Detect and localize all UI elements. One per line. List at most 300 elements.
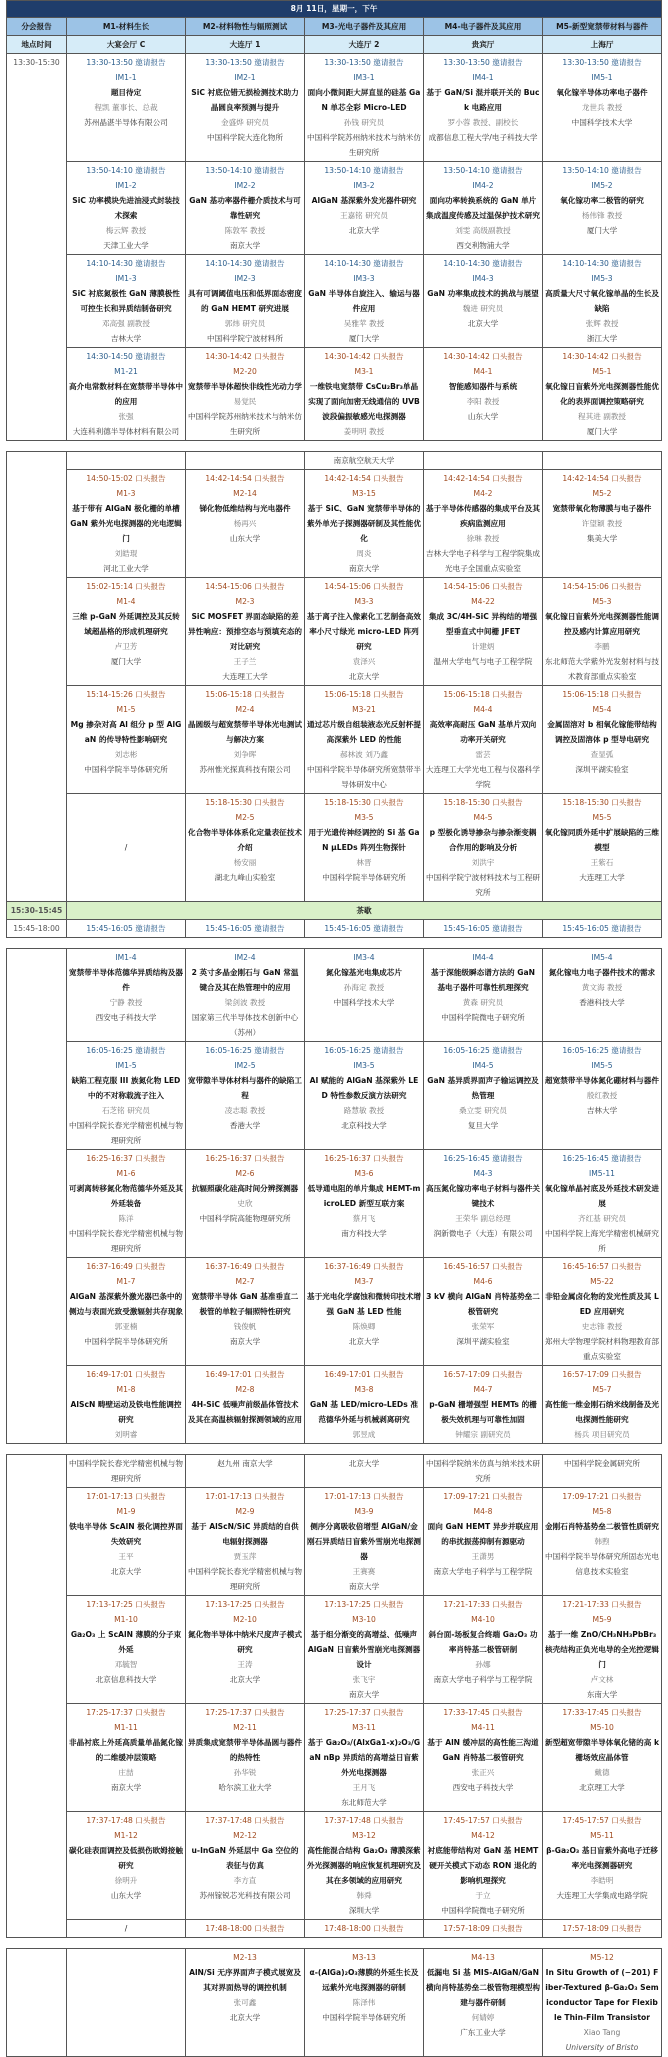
session-time-slot: 17:45-17:57 口头报告 bbox=[443, 1816, 523, 1825]
talk-title: 高压氮化镓功率电子材料与器件关键技术 bbox=[426, 1184, 540, 1208]
speaker-affiliation: 中国科学院宁波材料所 bbox=[207, 334, 283, 343]
speaker-name: 罗小蓉 教授、副校长 bbox=[447, 118, 519, 127]
speaker-name: 王月飞 bbox=[352, 1783, 376, 1792]
talk-code: IM2-2 bbox=[234, 181, 256, 190]
session-time-slot: 16:49-17:01 口头报告 bbox=[324, 1370, 404, 1379]
speaker-affiliation: 中国科学院苏州纳米技术与纳米仿生研究所 bbox=[307, 133, 421, 157]
talk-cell bbox=[543, 1488, 662, 1596]
talk-title: 基于 AlScN/SiC 异质结的自供电辐射探测器 bbox=[191, 1522, 299, 1546]
session-time-slot: 17:57-18:09 口头报告 bbox=[443, 1924, 523, 1933]
talk-code: M1-9 bbox=[116, 1507, 136, 1516]
talk-code: M1-10 bbox=[114, 1615, 138, 1624]
speaker-affiliation: 山东大学 bbox=[110, 1891, 142, 1900]
talk-title: SiC 功率模块先进油浸式封装技术探索 bbox=[72, 196, 180, 220]
talk-code: M4-8 bbox=[473, 1507, 493, 1516]
day-title: 8月 11日，星期一，下午 bbox=[7, 1, 662, 18]
talk-code: IM4-3 bbox=[472, 274, 494, 283]
talk-cell bbox=[305, 348, 424, 441]
session-time-slot: 14:10-14:30 邀请报告 bbox=[205, 259, 285, 268]
talk-cell bbox=[186, 470, 305, 578]
time-block-cell bbox=[7, 949, 67, 1444]
talk-cell bbox=[67, 255, 186, 348]
session-time-slot: 14:30-14:42 口头报告 bbox=[205, 352, 285, 361]
speaker-affiliation: 苏州镓锐芯光科技有限公司 bbox=[199, 1891, 291, 1900]
talk-code: IM4-1 bbox=[472, 73, 494, 82]
talk-title: 非晶衬底上外延高质量单晶氮化镓的二维缓冲层策略 bbox=[69, 1738, 183, 1762]
speaker-name: 王紫石 bbox=[590, 858, 614, 867]
speaker-affiliation: 北京理工大学 bbox=[579, 1783, 625, 1792]
speaker-affiliation: 南京大学电子科学与工程学院 bbox=[433, 1675, 533, 1684]
talk-title: 具有可调阈值电压和低界面态密度的 GaN HEMT 研究进展 bbox=[188, 289, 302, 313]
room-4: 贵宾厅 bbox=[424, 36, 543, 54]
speaker-name: 卢卫芳 bbox=[114, 642, 138, 651]
speaker-name: 张辉 教授 bbox=[585, 319, 619, 328]
talk-cell bbox=[186, 794, 305, 902]
session-3-name: M3-光电子器件及其应用 bbox=[305, 18, 424, 36]
talk-cell bbox=[543, 348, 662, 441]
talk-code: M4-13 bbox=[471, 1953, 495, 1962]
talk-cell bbox=[543, 1366, 662, 1444]
talk-title: 碳化硅表面调控及低损伤欧姆接触研究 bbox=[69, 1846, 183, 1870]
talk-cell bbox=[67, 1488, 186, 1596]
session-time-slot: 15:02-15:14 口头报告 bbox=[86, 582, 166, 591]
talk-title: AlScN 畴壁运动及铁电性能调控研究 bbox=[70, 1400, 182, 1424]
speaker-affiliation: 广东工业大学 bbox=[460, 2028, 506, 2037]
talk-code: IM1-3 bbox=[115, 274, 137, 283]
carryover-text: 中国科学院长春光学精密机械与物理研究所 bbox=[67, 1455, 186, 1488]
speaker-name: Xiao Tang bbox=[583, 2028, 621, 2037]
session-time-slot: 17:13-17:25 口头报告 bbox=[324, 1600, 404, 1609]
speaker-affiliation: 大连理工大学光电工程与仪器科学学院 bbox=[426, 765, 540, 789]
speaker-affiliation: 河北工业大学 bbox=[103, 564, 149, 573]
speaker-affiliation: 北京大学 bbox=[110, 1567, 142, 1576]
talk-title: 氧化镓日盲紫外光电探测器性能调控及感内计算应用研究 bbox=[545, 612, 659, 636]
talk-title: 高介电常数材料在宽禁带半导体中的应用 bbox=[69, 382, 183, 406]
talk-title: 宽禁带半导体 GaN 基准垂直二极管的单粒子辐照特性研究 bbox=[191, 1292, 299, 1316]
talk-title: 铁电半导体 ScAlN 极化调控界面失效研究 bbox=[69, 1522, 183, 1546]
talk-code: M4-1 bbox=[473, 367, 493, 376]
talk-cell bbox=[186, 1488, 305, 1596]
schedule-page-1 bbox=[6, 0, 662, 441]
talk-code: M3-12 bbox=[352, 1831, 376, 1840]
session-time-slot: 16:25-16:45 邀请报告 bbox=[562, 1154, 642, 1163]
talk-cell bbox=[543, 162, 662, 255]
speaker-name: 王子兰 bbox=[233, 657, 257, 666]
talk-title: 低导通电阻的单片集成 HEMT-microLED 新型互联方案 bbox=[307, 1184, 421, 1208]
speaker-name: 贾玉萍 bbox=[233, 1552, 257, 1561]
speaker-name: 蔡月飞 bbox=[352, 1214, 376, 1223]
talk-code: M5-9 bbox=[592, 1615, 612, 1624]
talk-code: M2-3 bbox=[235, 597, 255, 606]
speaker-name: 王平 bbox=[118, 1552, 134, 1561]
schedule-row bbox=[7, 255, 662, 348]
speaker-name: 王赛赛 bbox=[352, 1567, 376, 1576]
talk-cell bbox=[424, 162, 543, 255]
talk-title: 2 英寸多晶金刚石与 GaN 常温键合及其在热管理中的应用 bbox=[191, 968, 299, 992]
speaker-affiliation: 厦门大学 bbox=[586, 226, 618, 235]
carryover-text: 中国科学院金属研究所 bbox=[543, 1455, 662, 1488]
speaker-affiliation: 郑州大学物理学院材料物理教育部重点实验室 bbox=[545, 1337, 659, 1361]
speaker-affiliation: 北京科技大学 bbox=[341, 1121, 387, 1130]
talk-title: α-(AlGa)₂O₃薄膜的外延生长及远紫外光电探测器的研制 bbox=[309, 1968, 419, 1992]
speaker-affiliation: 南京大学 bbox=[348, 1690, 380, 1699]
talk-cell bbox=[305, 1488, 424, 1596]
speaker-affiliation: 北京大学 bbox=[467, 319, 499, 328]
speaker-name: 张飞宇 bbox=[352, 1675, 376, 1684]
session-time-slot: 17:13-17:25 口头报告 bbox=[205, 1600, 285, 1609]
talk-cell bbox=[424, 578, 543, 686]
speaker-affiliation: 大连理工大学 bbox=[579, 873, 625, 882]
talk-code: IM1-5 bbox=[115, 1061, 137, 1070]
talk-code: IM5-1 bbox=[591, 73, 613, 82]
talk-title: 基于一维 ZnO/CH₃NH₃PbBr₃ 核壳结构正负光电导的全光控逻辑门 bbox=[545, 1630, 659, 1669]
talk-cell bbox=[67, 348, 186, 441]
schedule-row bbox=[7, 1596, 662, 1704]
session-2-name: M2-材料物性与辐照测试 bbox=[186, 18, 305, 36]
talk-cell bbox=[305, 794, 424, 902]
session-time-slot: 13:50-14:10 邀请报告 bbox=[562, 166, 642, 175]
speaker-affiliation: 西交利物浦大学 bbox=[456, 241, 510, 250]
talk-code: M5-2 bbox=[592, 489, 612, 498]
talk-code: IM3-2 bbox=[353, 181, 375, 190]
speaker-affiliation: 中国科学技术大学 bbox=[333, 998, 395, 1007]
session-5-name: M5-新型宽禁带材料与器件 bbox=[543, 18, 662, 36]
speaker-name: 陈敦军 教授 bbox=[224, 226, 266, 235]
talk-code: M1-21 bbox=[114, 367, 138, 376]
session-time-slot: 17:37-17:48 口头报告 bbox=[86, 1816, 166, 1825]
talk-code: M5-5 bbox=[592, 813, 612, 822]
session-time-slot: 13:50-14:10 邀请报告 bbox=[324, 166, 404, 175]
session-time-slot: 13:30-13:50 邀请报告 bbox=[443, 58, 523, 67]
session-time-slot: 17:37-17:48 口头报告 bbox=[205, 1816, 285, 1825]
talk-cell bbox=[424, 1704, 543, 1812]
talk-code: M3-8 bbox=[354, 1385, 374, 1394]
talk-cell bbox=[305, 1920, 424, 1938]
speaker-name: 史志锋 教授 bbox=[581, 1322, 623, 1331]
talk-cell bbox=[305, 1150, 424, 1258]
schedule-row bbox=[7, 578, 662, 686]
session-time-slot: 16:37-16:49 口头报告 bbox=[324, 1262, 404, 1271]
tea-break-time: 15:30-15:45 bbox=[7, 902, 67, 920]
speaker-affiliation: 山东大学 bbox=[467, 412, 499, 421]
speaker-affiliation: 南方科技大学 bbox=[341, 1229, 387, 1238]
talk-code: IM5-5 bbox=[591, 1061, 613, 1070]
talk-title: 面向功率转换系统的 GaN 单片集成温度传感及过温保护技术研究 bbox=[426, 196, 540, 220]
speaker-affiliation: 北京大学 bbox=[229, 1675, 261, 1684]
talk-code: M5-11 bbox=[590, 1831, 614, 1840]
talk-code: M2-4 bbox=[235, 705, 255, 714]
speaker-name: 何婧婷 bbox=[471, 2013, 495, 2022]
talk-cell bbox=[67, 470, 186, 578]
schedule-page-3 bbox=[6, 948, 662, 1444]
talk-cell bbox=[67, 794, 186, 902]
talk-title: 宽禁带半导体超快非线性光动力学 bbox=[188, 382, 302, 391]
carryover-text: 赵九州 南京大学 bbox=[186, 1455, 305, 1488]
talk-cell bbox=[67, 1920, 186, 1938]
talk-code: M3-5 bbox=[354, 813, 374, 822]
schedule-row bbox=[7, 1704, 662, 1812]
talk-title: Mg 掺杂对高 Al 组分 p 型 AlGaN 的传导特性影响研究 bbox=[70, 720, 182, 744]
speaker-name: 金盛烨 研究员 bbox=[221, 118, 269, 127]
talk-title: β-Ga₂O₃ 基日盲紫外高电子迁移率光电探测器研究 bbox=[546, 1846, 658, 1870]
talk-title: 抗辐照碳化硅高时间分辨探测器 bbox=[191, 1184, 299, 1193]
speaker-affiliation: 北京大学 bbox=[348, 226, 380, 235]
speaker-affiliation: 大连理工大学 bbox=[222, 672, 268, 681]
speaker-name: 姜明明 教授 bbox=[343, 427, 385, 436]
tea-break-label: 茶歇 bbox=[67, 902, 662, 920]
talk-code: M2-11 bbox=[233, 1723, 257, 1732]
talk-title: AlGaN 基深紫外激光器巴条中的侧边与表面光致受激辐射共存现象 bbox=[69, 1292, 183, 1316]
carryover-text bbox=[67, 452, 186, 470]
carryover-text: 北京大学 bbox=[305, 1455, 424, 1488]
talk-title: 氮化镓基光电集成芯片 bbox=[326, 968, 402, 977]
talk-title: u-InGaN 外延层中 Ga 空位的表征与仿真 bbox=[191, 1846, 299, 1870]
speaker-name: 于立 bbox=[475, 1891, 491, 1900]
speaker-affiliation: 中国科学院半导体研究所 bbox=[84, 765, 168, 774]
talk-cell bbox=[305, 1042, 424, 1150]
talk-cell bbox=[305, 1949, 424, 2057]
talk-title: 缺陷工程克服 III 族氮化物 LED 中的不对称载流子注入 bbox=[71, 1076, 181, 1100]
talk-code: M2-6 bbox=[235, 1169, 255, 1178]
talk-title: 可剥离转移氮化物范德华外延及其外延装备 bbox=[69, 1184, 183, 1208]
talk-title: 氧化镓日盲紫外光电探测器性能优化的表界面调控策略研究 bbox=[545, 382, 659, 406]
talk-code: IM1-4 bbox=[115, 953, 137, 962]
speaker-name: 杨伟锋 教授 bbox=[581, 211, 623, 220]
talk-title: 晶圆级与超宽禁带半导体光电测试与解决方案 bbox=[188, 720, 302, 744]
talk-title: 集成 3C/4H-SiC 异构结的增强型垂直式中间栅 JFET bbox=[428, 612, 538, 636]
session-time-slot: 13:50-14:10 邀请报告 bbox=[86, 166, 166, 175]
rooms-label: 地点时间 bbox=[7, 36, 67, 54]
speaker-name: 刘争晖 bbox=[233, 750, 257, 759]
session-time-slot: 14:54-15:06 口头报告 bbox=[324, 582, 404, 591]
speaker-name: 刘志彬 bbox=[114, 750, 138, 759]
talk-cell bbox=[543, 1042, 662, 1150]
talk-cell bbox=[186, 1366, 305, 1444]
talk-cell bbox=[305, 1704, 424, 1812]
talk-cell bbox=[543, 1704, 662, 1812]
session-time-slot: 16:05-16:25 邀请报告 bbox=[562, 1046, 642, 1055]
speaker-affiliation: 厦门大学 bbox=[586, 427, 618, 436]
talk-code: M2-9 bbox=[235, 1507, 255, 1516]
talk-cell bbox=[67, 949, 186, 1042]
speaker-name: 许望颖 教授 bbox=[581, 519, 623, 528]
speaker-affiliation: 苏州惟光探真科技有限公司 bbox=[199, 765, 291, 774]
speaker-name: 孙娜 bbox=[475, 1660, 491, 1669]
speaker-name: 戴德 bbox=[594, 1768, 610, 1777]
carryover-row bbox=[7, 452, 662, 470]
speaker-affiliation: 东北师范大学 bbox=[341, 1798, 387, 1807]
talk-title: 宽带隙半导体材料与器件的缺陷工程 bbox=[188, 1076, 302, 1100]
schedule-row bbox=[7, 949, 662, 1042]
talk-title: AlGaN 基深紫外发光器件研究 bbox=[311, 196, 417, 205]
session-time-slot: 15:06-15:18 口头报告 bbox=[562, 690, 642, 699]
speaker-affiliation: 大连科利德半导体材料有限公司 bbox=[72, 427, 180, 436]
speaker-affiliation: 中国科学院半导体研究所宽禁带半导体研发中心 bbox=[307, 765, 421, 789]
talk-code: M3-3 bbox=[354, 597, 374, 606]
session-time-slot: 14:42-14:54 口头报告 bbox=[562, 474, 642, 483]
session-time-slot: 17:25-17:37 口头报告 bbox=[324, 1708, 404, 1717]
session-4-name: M4-电子器件及其应用 bbox=[424, 18, 543, 36]
talk-cell bbox=[186, 255, 305, 348]
speaker-affiliation: 湖北九峰山实验室 bbox=[214, 873, 276, 882]
session-time-slot: 14:50-15:02 口头报告 bbox=[86, 474, 166, 483]
talk-cell bbox=[424, 54, 543, 162]
speaker-affiliation: 大连理工大学集成电路学院 bbox=[556, 1891, 648, 1900]
talk-code: IM2-4 bbox=[234, 953, 256, 962]
talk-title: 三维 p-GaN 外延调控及其反转域超晶格的形成机理研究 bbox=[72, 612, 180, 636]
talk-code: M2-10 bbox=[233, 1615, 257, 1624]
talk-code: IM5-11 bbox=[588, 1169, 616, 1178]
talk-code: M3-15 bbox=[352, 489, 376, 498]
talk-code: M2-7 bbox=[235, 1277, 255, 1286]
talk-cell bbox=[67, 1704, 186, 1812]
talk-title: AlN/Si 无序界面声子模式展宽及其对界面热导的调控机制 bbox=[189, 1968, 301, 1992]
talk-cell bbox=[305, 54, 424, 162]
talk-cell bbox=[543, 1150, 662, 1258]
talk-cell bbox=[186, 1596, 305, 1704]
session-time-slot: 17:37-17:48 口头报告 bbox=[324, 1816, 404, 1825]
talk-title: GaN 功率集成技术的挑战与展望 bbox=[427, 289, 539, 298]
talk-code: M5-10 bbox=[590, 1723, 614, 1732]
session-time-slot: 14:30-14:42 口头报告 bbox=[562, 352, 642, 361]
talk-title: 3 kV 横向 AlGaN 肖特基势垒二极管研究 bbox=[426, 1292, 540, 1316]
talk-cell bbox=[543, 1812, 662, 1920]
speaker-name: 李阳 教授 bbox=[466, 397, 500, 406]
talk-title: 基于离子注入像素化工艺制备高效率小尺寸绿光 micro-LED 阵列研究 bbox=[307, 612, 421, 651]
speaker-affiliation: 复旦大学 bbox=[467, 1121, 499, 1130]
speaker-name: 凌志聪 教授 bbox=[224, 1106, 266, 1115]
talk-title: 化合物半导体体系化定量表征技术介绍 bbox=[188, 828, 302, 852]
session-time-slot: 15:18-15:30 口头报告 bbox=[443, 798, 523, 807]
session-time-slot: 14:30-14:42 口头报告 bbox=[443, 352, 523, 361]
session-time-slot: 13:50-14:10 邀请报告 bbox=[443, 166, 523, 175]
session-time-slot: 17:25-17:37 口头报告 bbox=[205, 1708, 285, 1717]
talk-cell bbox=[186, 54, 305, 162]
talk-title: GaN 半导体自旋注入、输运与器件应用 bbox=[308, 289, 420, 313]
day-header-row bbox=[7, 1, 662, 18]
talk-cell bbox=[305, 578, 424, 686]
speaker-name: 徐琳 教授 bbox=[466, 534, 500, 543]
talk-code: M5-1 bbox=[592, 367, 612, 376]
session-time-slot: 13:30-13:50 邀请报告 bbox=[324, 58, 404, 67]
session-time-slot: 17:09-17:21 口头报告 bbox=[443, 1492, 523, 1501]
speaker-affiliation: 中国科学院微电子研究所 bbox=[441, 1013, 525, 1022]
session-time-slot: 15:06-15:18 口头报告 bbox=[443, 690, 523, 699]
talk-code: M1-5 bbox=[116, 705, 136, 714]
speaker-name: 张荣军 bbox=[471, 1322, 495, 1331]
talk-cell bbox=[543, 794, 662, 902]
page-gap bbox=[0, 441, 668, 451]
talk-cell bbox=[543, 470, 662, 578]
talk-title: AI 赋能的 AlGaN 基深紫外 LED 特性参数反演方法研究 bbox=[309, 1076, 419, 1100]
speaker-affiliation: 吉林大学电子科学与工程学院集成光电子全国重点实验室 bbox=[426, 549, 540, 573]
session-time-slot: 16:37-16:49 口头报告 bbox=[205, 1262, 285, 1271]
speaker-name: 孙钱 研究员 bbox=[343, 118, 385, 127]
speaker-name: 王荣华 副总经理 bbox=[455, 1214, 511, 1223]
speaker-name: 程其进 副教授 bbox=[578, 412, 627, 421]
talk-code: M1-4 bbox=[116, 597, 136, 606]
speaker-affiliation: 中国科学院宁波材料技术与工程研究所 bbox=[426, 873, 540, 897]
session-time-slot: 17:13-17:25 口头报告 bbox=[86, 1600, 166, 1609]
talk-cell bbox=[186, 348, 305, 441]
talk-code: M2-13 bbox=[233, 1953, 257, 1962]
speaker-affiliation: 吉林大学 bbox=[586, 1106, 618, 1115]
speaker-affiliation: 天津工业大学 bbox=[103, 241, 149, 250]
talk-code: M2-5 bbox=[235, 813, 255, 822]
talk-cell bbox=[186, 1042, 305, 1150]
talk-title: Ga₂O₃ 上 ScAlN 薄膜的分子束外延 bbox=[70, 1630, 182, 1654]
talk-cell bbox=[67, 1949, 186, 2057]
speaker-name: 王潇男 bbox=[471, 1552, 495, 1561]
speaker-affiliation: 中国科学院微电子研究所 bbox=[441, 1906, 525, 1915]
room-header-row bbox=[7, 36, 662, 54]
talk-cell bbox=[186, 578, 305, 686]
speaker-affiliation: 中国科学院半导体研究所 bbox=[322, 873, 406, 882]
session-time-slot: 16:45-16:57 口头报告 bbox=[443, 1262, 523, 1271]
talk-cell bbox=[67, 1812, 186, 1920]
session-time-slot: 16:45-16:57 口头报告 bbox=[562, 1262, 642, 1271]
talk-title: GaN 基异质界面声子输运调控及热管理 bbox=[427, 1076, 539, 1100]
carryover-text bbox=[543, 452, 662, 470]
session-time-slot: 14:10-14:30 邀请报告 bbox=[562, 259, 642, 268]
page-gap bbox=[0, 1444, 668, 1454]
talk-cell bbox=[424, 1596, 543, 1704]
speaker-name: 魏进 研究员 bbox=[462, 304, 504, 313]
session-time-slot: 17:33-17:45 口头报告 bbox=[443, 1708, 523, 1717]
talk-cell bbox=[305, 470, 424, 578]
schedule-page-2 bbox=[6, 451, 662, 938]
session-time-slot: 17:09-17:21 口头报告 bbox=[562, 1492, 642, 1501]
talk-code: IM4-5 bbox=[472, 1061, 494, 1070]
talk-cell bbox=[186, 1258, 305, 1366]
session-time-slot: 17:25-17:37 口头报告 bbox=[86, 1708, 166, 1717]
speaker-name: 雷芸 bbox=[475, 750, 491, 759]
talk-title: 高性能一维金刚石纳米线制备及光电探测性能研究 bbox=[545, 1400, 659, 1424]
talk-title: 斜台面-场板复合终端 Ga₂O₃ 功率肖特基二极管研制 bbox=[428, 1630, 538, 1654]
talk-title: 氧化镓功率二极管的研究 bbox=[560, 196, 644, 205]
speaker-affiliation: 苏州晶湛半导体有限公司 bbox=[84, 118, 168, 127]
talk-title: 4H-SiC 低噪声前级晶体管技术及其在高温核辐射探测领域的应用 bbox=[188, 1400, 302, 1424]
speaker-name: 邓毓智 bbox=[114, 1660, 138, 1669]
talk-title: 基于带有 AlGaN 极化栅的单槽 GaN 紫外光电探测器的光电逻辑门 bbox=[70, 504, 182, 543]
schedule-row bbox=[7, 348, 662, 441]
speaker-affiliation: 中国科学院半导体研究所 bbox=[84, 1337, 168, 1346]
speaker-name: 杨兵 项目研究员 bbox=[574, 1430, 630, 1439]
talk-code: M3-13 bbox=[352, 1953, 376, 1962]
talk-cell bbox=[543, 578, 662, 686]
tea-break-row bbox=[7, 902, 662, 920]
speaker-name: 路慧敏 教授 bbox=[343, 1106, 385, 1115]
talk-title: SiC MOSFET 界面态缺陷的差异性响应：预排空态与预填充态的对比研究 bbox=[188, 612, 302, 651]
talk-cell bbox=[186, 162, 305, 255]
talk-code: IM2-3 bbox=[234, 274, 256, 283]
talk-cell bbox=[67, 1366, 186, 1444]
sessions-label: 分会报告 bbox=[7, 18, 67, 36]
session-time-slot: 13:30-13:50 邀请报告 bbox=[562, 58, 642, 67]
carryover-text: 中国科学院纳米仿真与纳米技术研究所 bbox=[424, 1455, 543, 1488]
talk-cell bbox=[305, 686, 424, 794]
speaker-affiliation: 厦门大学 bbox=[348, 334, 380, 343]
talk-cell bbox=[424, 1042, 543, 1150]
talk-cell bbox=[67, 54, 186, 162]
session-time-slot: 16:05-16:25 邀请报告 bbox=[86, 1046, 166, 1055]
carryover-text bbox=[424, 452, 543, 470]
talk-title: 衬底能带结构对 GaN 基 HEMT 硬开关模式下动态 RON 退化的影响机理探究 bbox=[427, 1846, 539, 1885]
session-time-slot: 16:25-16:45 邀请报告 bbox=[443, 1154, 523, 1163]
speaker-name: 孙海定 教授 bbox=[343, 983, 385, 992]
schedule-page-5 bbox=[6, 1948, 662, 2057]
session-time-slot: 14:54-15:06 口头报告 bbox=[205, 582, 285, 591]
